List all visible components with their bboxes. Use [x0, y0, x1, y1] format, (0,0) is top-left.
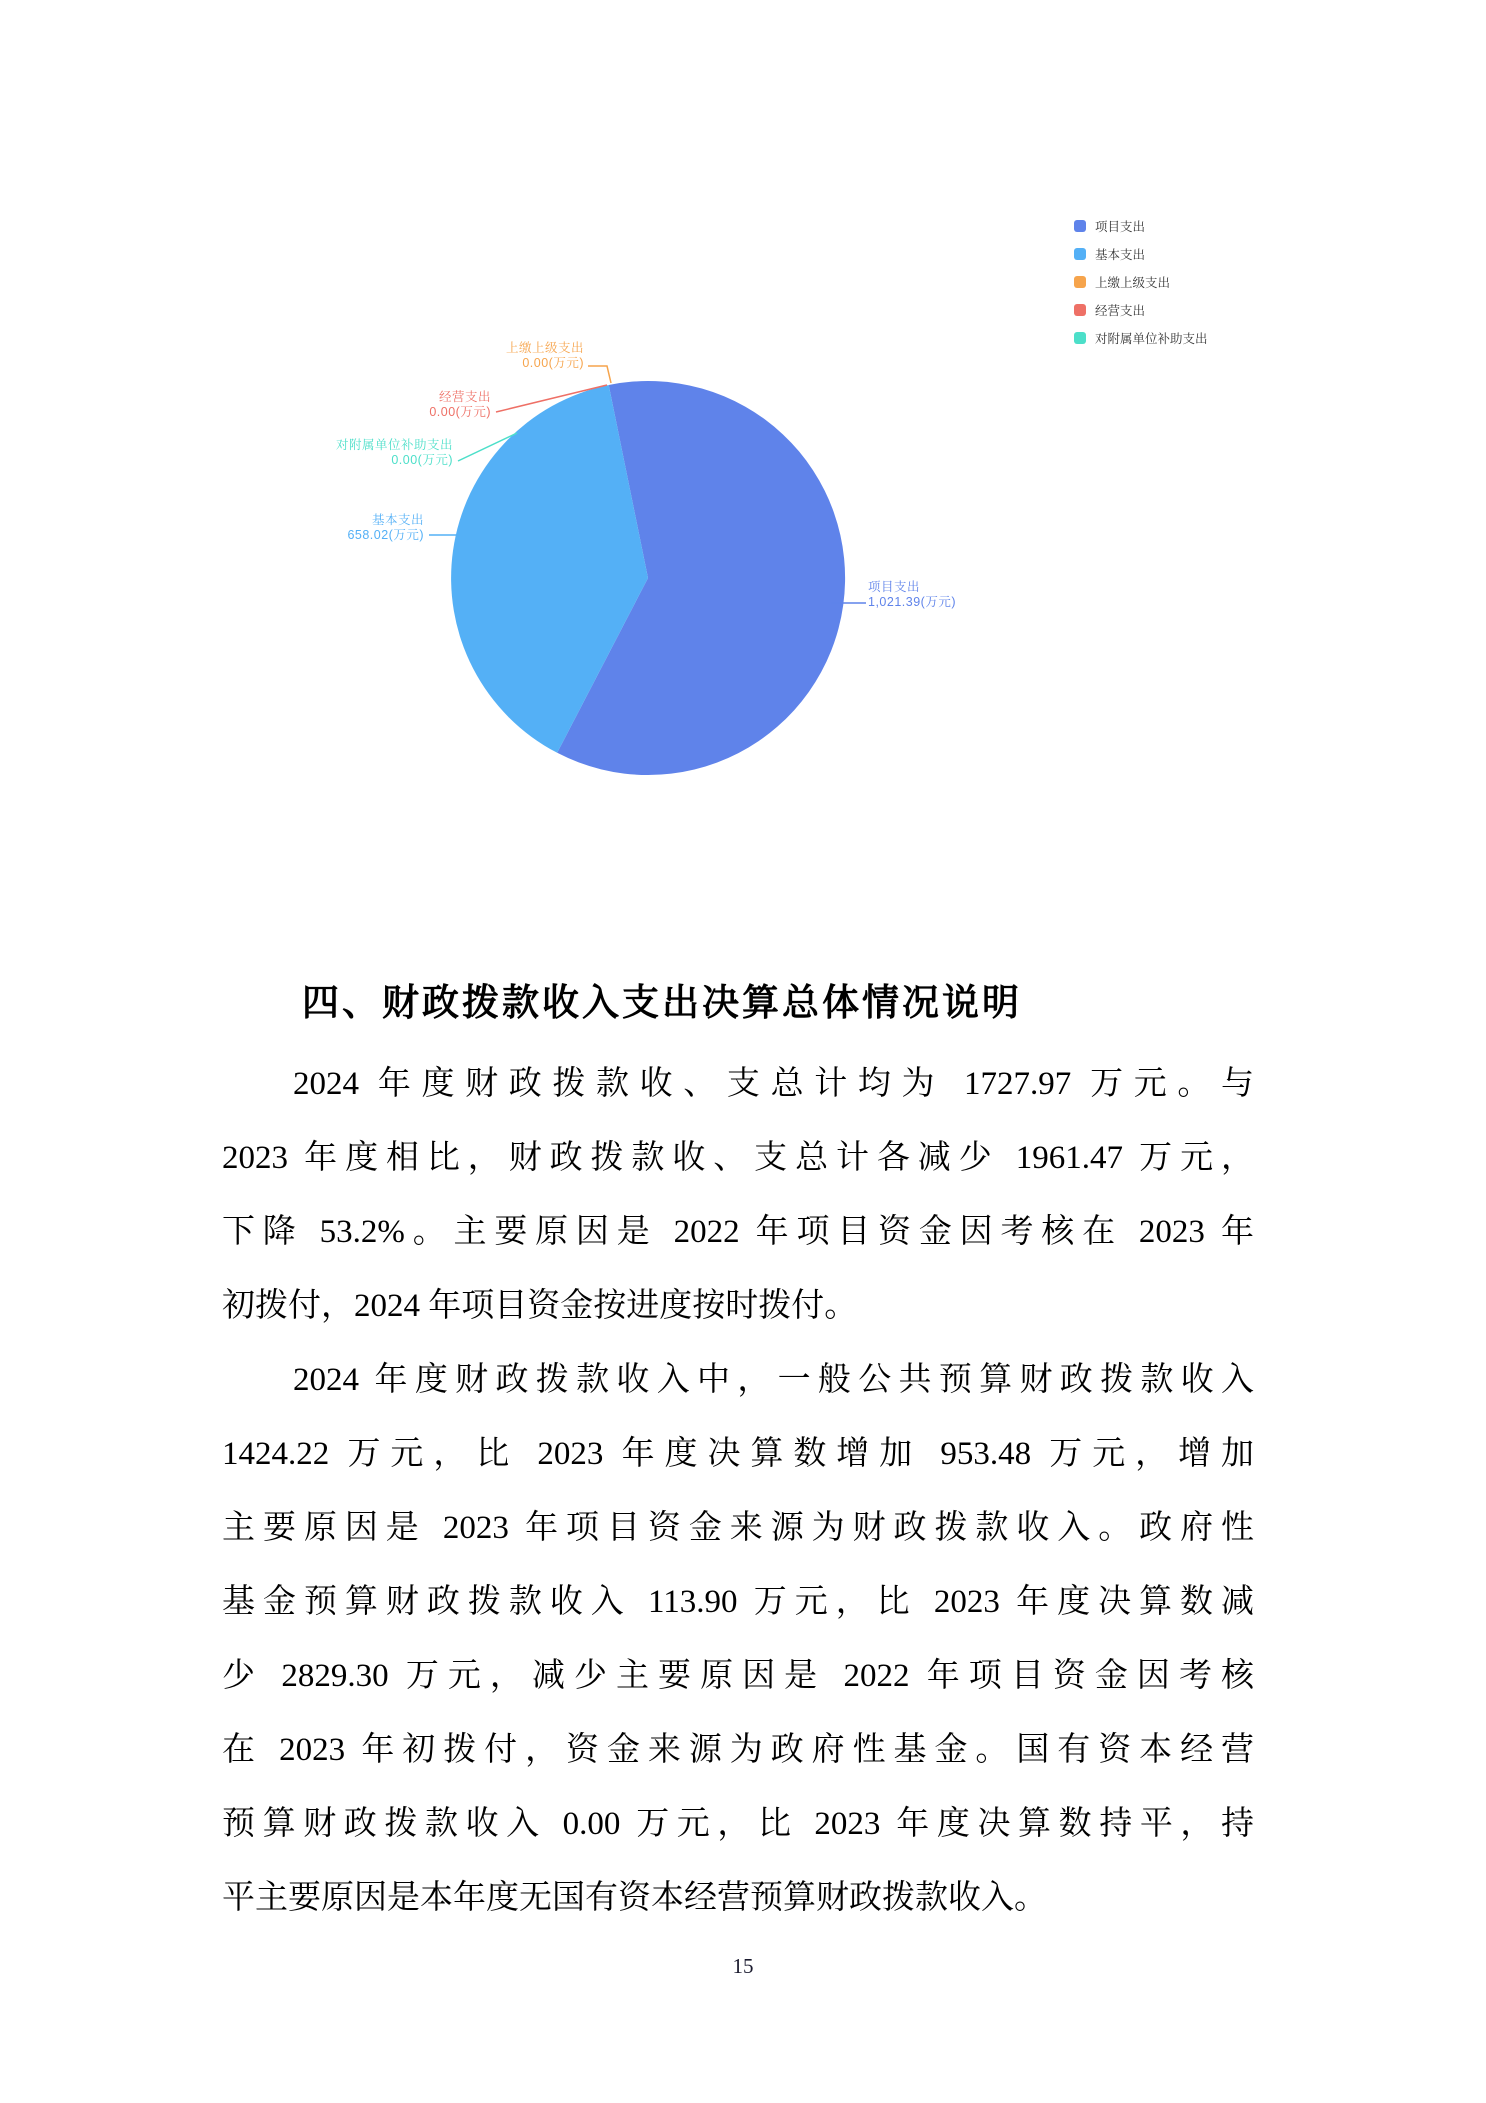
text-line: 2024 年度财政拨款收入中，一般公共预算财政拨款收入 — [293, 1362, 1254, 1398]
pie-label-basic-expense — [224, 513, 424, 543]
legend-label: 基本支出 — [1095, 248, 1146, 262]
legend-swatch-icon — [1074, 248, 1086, 260]
pie-label-name: 上缴上级支出 — [505, 341, 584, 355]
body-text — [222, 1047, 1254, 1935]
pie-label-name: 对附属单位补助支出 — [335, 438, 453, 452]
pie-label-value: 0.00(万元) — [429, 405, 491, 419]
pie-leader-line — [588, 366, 611, 383]
legend-swatch-icon — [1074, 220, 1086, 232]
chart-legend — [1074, 212, 1208, 352]
pie-label-operating-expense — [291, 390, 491, 420]
pie-label-project-expense — [868, 580, 956, 610]
pie-label-subsidy-expense — [253, 438, 453, 468]
text-line: 1424.22 万元，比 2023 年度决算数增加 953.48 万元，增加 — [222, 1436, 1254, 1472]
legend-item-upper-level-expense — [1074, 268, 1208, 296]
pie-label-value: 1,021.39(万元) — [868, 595, 956, 609]
text-line: 初拨付，2024 年项目资金按进度按时拨付。 — [222, 1288, 858, 1324]
text-line: 基金预算财政拨款收入 113.90 万元，比 2023 年度决算数减 — [222, 1584, 1254, 1620]
text-line: 平主要原因是本年度无国有资本经营预算财政拨款收入。 — [222, 1880, 1047, 1916]
pie-label-value: 0.00(万元) — [391, 453, 453, 467]
legend-label: 项目支出 — [1095, 220, 1146, 234]
legend-item-basic-expense — [1074, 240, 1208, 268]
legend-swatch-icon — [1074, 304, 1086, 316]
text-line: 主要原因是 2023 年项目资金来源为财政拨款收入。政府性 — [222, 1510, 1254, 1546]
page-number: 15 — [732, 1954, 754, 1978]
pie-label-name: 基本支出 — [371, 513, 424, 527]
legend-swatch-icon — [1074, 332, 1086, 344]
pie-label-name: 经营支出 — [438, 390, 491, 404]
legend-item-project-expense — [1074, 212, 1208, 240]
pie-label-value: 658.02(万元) — [347, 528, 424, 542]
legend-label: 对附属单位补助支出 — [1095, 332, 1208, 346]
text-line: 2024 年度财政拨款收、支总计均为 1727.97 万元。与 — [293, 1066, 1254, 1102]
legend-label: 上缴上级支出 — [1095, 276, 1171, 290]
legend-item-operating-expense — [1074, 296, 1208, 324]
pie-label-value: 0.00(万元) — [522, 356, 584, 370]
legend-label: 经营支出 — [1095, 304, 1146, 318]
expenditure-pie-chart — [0, 0, 1486, 830]
pie-svg — [0, 0, 1486, 830]
pie-label-upper-level-expense — [384, 341, 584, 371]
section-heading: 四、财政拨款收入支出决算总体情况说明 — [302, 982, 1022, 1023]
text-line: 少 2829.30 万元，减少主要原因是 2022 年项目资金因考核 — [222, 1658, 1254, 1694]
text-line: 2023 年度相比，财政拨款收、支总计各减少 1961.47 万元， — [222, 1140, 1254, 1176]
text-line: 在 2023 年初拨付，资金来源为政府性基金。国有资本经营 — [222, 1732, 1254, 1768]
legend-item-subsidy-expense — [1074, 324, 1208, 352]
pie-label-name: 项目支出 — [868, 580, 921, 594]
text-line: 预算财政拨款收入 0.00 万元，比 2023 年度决算数持平，持 — [222, 1806, 1254, 1842]
text-line: 下降 53.2%。主要原因是 2022 年项目资金因考核在 2023 年 — [222, 1214, 1254, 1250]
legend-swatch-icon — [1074, 276, 1086, 288]
